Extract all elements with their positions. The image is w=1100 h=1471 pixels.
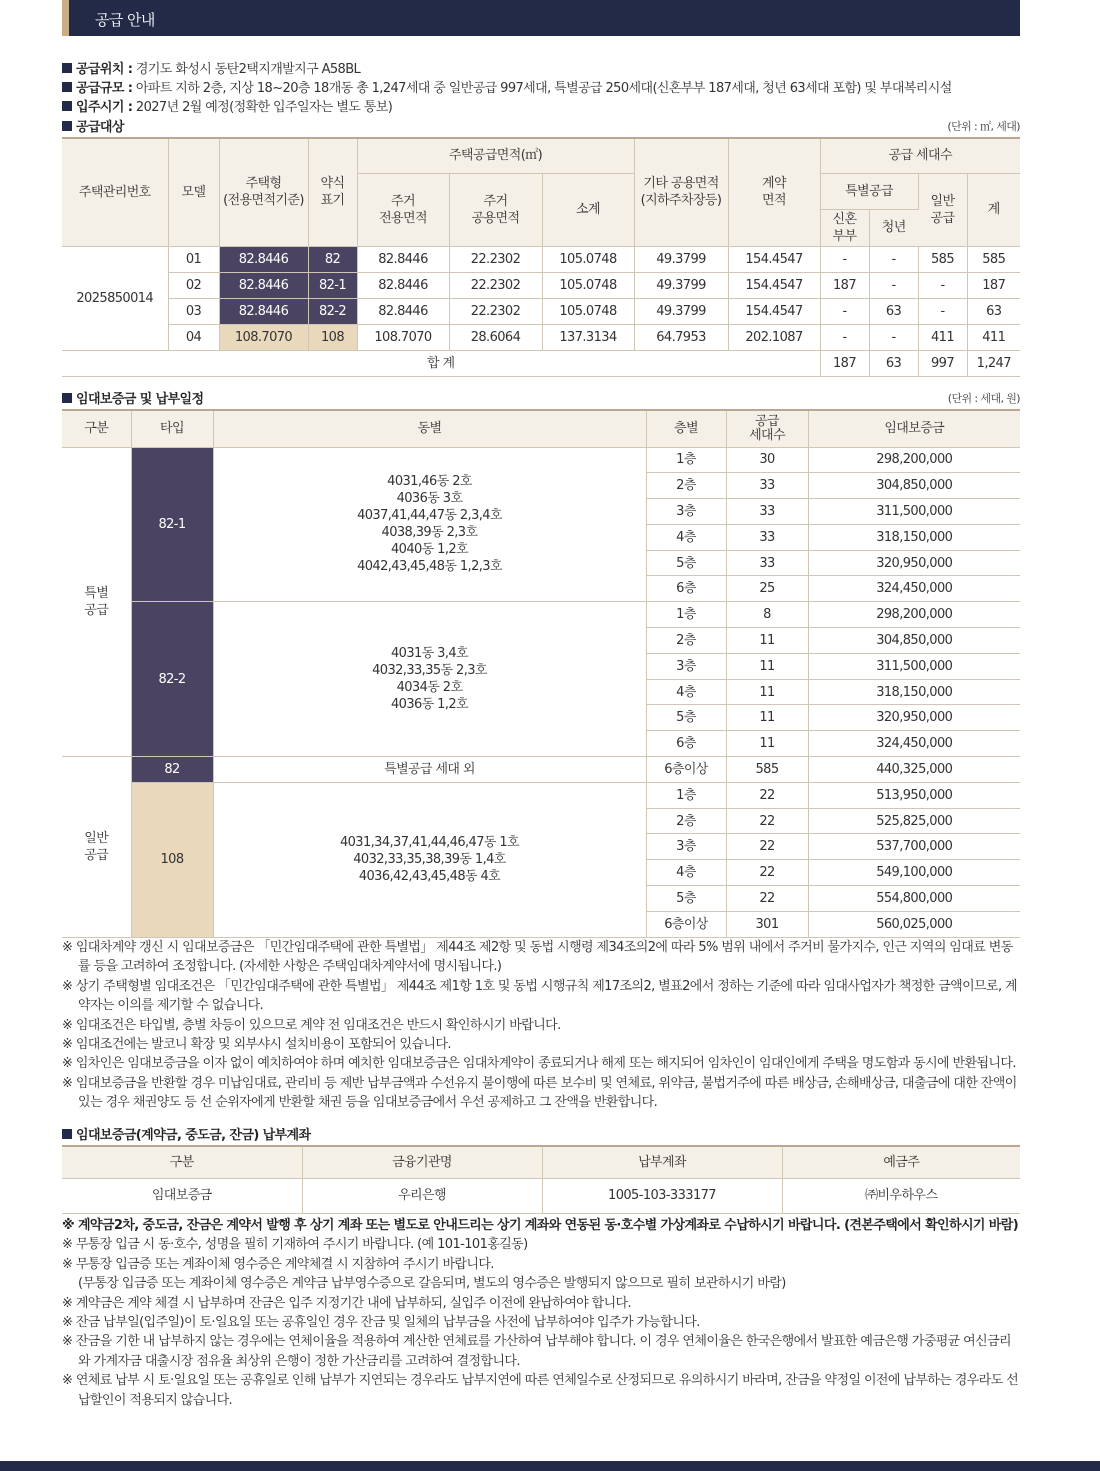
cell-abbr: 82-1 (308, 272, 357, 298)
cell-newlywed: - (820, 298, 869, 324)
cell-dong-82-2: 4031동 3,4호 4032,33,35동 2,3호 4034동 2호 4036동 1,2호 (213, 602, 646, 757)
note-item: ※ 상기 주택형별 임대조건은 「민간임대주택에 관한 특별법」 제44조 제1항 1호 및 동법 시행규칙 제17조의2, 별표2에서 정하는 기준에 따라 임대사업자가 책정한 금액이므로, 계약자는 이의를 제기할 수 없습니다. (62, 978, 1017, 1014)
cell-households: 22 (726, 860, 808, 886)
note-item: ※ 임차인은 임대보증금을 이자 없이 예치하여야 하며 예치한 임대보증금은 임대차계약이 종료되거나 해제 또는 해지되어 임차인이 임대인에게 주택을 명도함과 동시에 반환됩니다. (62, 1056, 1016, 1072)
cell-floor: 2층 (646, 808, 726, 834)
table-row (62, 272, 1020, 298)
cell-deposit: 298,200,000 (808, 602, 1020, 628)
cell-total: 411 (967, 324, 1020, 350)
bullet-square-icon (62, 1129, 72, 1139)
cell-abbr: 82 (308, 246, 357, 272)
th-households: 공급 세대수 (726, 410, 808, 447)
table-sum-row (62, 350, 1020, 376)
cell-dong-82-1: 4031,46동 2호 4036동 3호 4037,41,44,47동 2,3,4호 4038,39동 2,3호 4040동 1,2호 4042,43,45,48동 1,2,3호 (213, 447, 646, 602)
note-item: ※ 계약금은 계약 체결 시 납부하며 잔금은 입주 지정기간 내에 납부하되, 실입주 이전에 완납하여야 합니다. (62, 1295, 632, 1311)
cell-youth: 63 (869, 298, 918, 324)
cell-newlywed: - (820, 324, 869, 350)
cell-deposit: 324,450,000 (808, 731, 1020, 757)
cell-category-special: 특별 공급 (62, 447, 131, 757)
supply-section-title: 공급대상 (62, 116, 124, 135)
th-type: 주택형 (전용면적기준) (219, 138, 308, 246)
note-item: ※ 임대보증금을 반환할 경우 미납임대료, 관리비 등 제반 납부금액과 수선유지 불이행에 따른 보수비 및 연체료, 위약금, 불법거주에 따른 배상금, 손해배상금, 대출금에 대한 잔액이 있는 경우 채권양도 등 선 순위자에게 반환할 채권 등을 임대보증금에서 우선 공제하고 그 잔액을 반환합니다. (62, 1075, 1017, 1111)
th-total: 계 (967, 173, 1020, 246)
cell-households: 22 (726, 808, 808, 834)
th-mgmt-no: 주택관리번호 (62, 138, 168, 246)
cell-floor: 6층 (646, 731, 726, 757)
cell-other: 49.3799 (634, 246, 728, 272)
table-row (62, 782, 1020, 808)
cell-model: 03 (168, 298, 219, 324)
cell-type-108: 108 (131, 782, 213, 937)
cell-deposit: 298,200,000 (808, 447, 1020, 473)
cell-floor: 3층 (646, 499, 726, 525)
note-item: ※ 임대차계약 갱신 시 임대보증금은 「민간임대주택에 관한 특별법」 제44조 제2항 및 동법 시행령 제34조의2에 따라 5% 범위 내에서 주거비 물가지수, 인근 지역의 임대료 변동률 등을 고려하여 조정합니다. (자세한 사항은 주택임대차계약서에 명시됩니다.) (62, 940, 1013, 975)
account-section-title: 임대보증금(계약금, 중도금, 잔금) 납부계좌 (62, 1124, 310, 1143)
cell-account: 1005-103-333177 (542, 1178, 782, 1213)
cell-floor: 2층 (646, 628, 726, 654)
note-item: ※ 무통장 입금 시 동·호수, 성명을 필히 기재하여 주시기 바랍니다. (예 101-101홍길동) (62, 1237, 528, 1253)
cell-type: 108.7070 (219, 324, 308, 350)
th-account: 납부계좌 (542, 1146, 782, 1178)
cell-households: 11 (726, 679, 808, 705)
table-row (62, 447, 1020, 473)
cell-subtotal: 105.0748 (542, 298, 634, 324)
th-holder: 예금주 (782, 1146, 1020, 1178)
note-item: ※ 임대조건은 타입별, 층별 차등이 있으므로 계약 전 임대조건은 반드시 확인하시기 바랍니다. (62, 1017, 561, 1033)
cell-type: 82.8446 (219, 298, 308, 324)
cell-households: 33 (726, 550, 808, 576)
table-row (62, 246, 1020, 272)
cell-deposit: 560,025,000 (808, 911, 1020, 937)
cell-general: 585 (918, 246, 967, 272)
cell-floor: 3층 (646, 834, 726, 860)
rent-section-title: 임대보증금 및 납부일정 (62, 388, 203, 407)
note-item-continued: (무통장 입금증 또는 계좌이체 영수증은 계약금 납부영수증으로 갈음되며, 별도의 영수증은 발행되지 않으므로 필히 보관하시기 바람) (78, 1276, 786, 1292)
info-movein: 입주시기 : 2027년 2월 예정(정확한 입주일자는 별도 통보) (62, 96, 392, 115)
cell-contract: 154.4547 (728, 246, 820, 272)
cell-floor: 4층 (646, 679, 726, 705)
th-youth: 청년 (869, 209, 918, 246)
supply-unit: (단위 : ㎡, 세대) (947, 120, 1020, 133)
th-contract-area: 계약 면적 (728, 138, 820, 246)
cell-sum-label: 합 계 (62, 350, 820, 376)
payment-notes (62, 1216, 1022, 1410)
cell-households: 33 (726, 524, 808, 550)
header-accent (62, 0, 69, 36)
cell-type: 82.8446 (219, 272, 308, 298)
cell-other: 64.7953 (634, 324, 728, 350)
th-category: 구분 (62, 1146, 302, 1178)
cell-deposit: 320,950,000 (808, 705, 1020, 731)
footer-bar (0, 1461, 1100, 1471)
th-type: 타입 (131, 410, 213, 447)
th-floor: 층별 (646, 410, 726, 447)
table-row (62, 757, 1020, 783)
table-row (62, 1178, 1020, 1213)
cell-deposit: 324,450,000 (808, 576, 1020, 602)
note-item: ※ 무통장 입금증 또는 계좌이체 영수증은 계약체결 시 지참하여 주시기 바랍니다. (62, 1256, 494, 1272)
cell-total: 585 (967, 246, 1020, 272)
cell-deposit: 311,500,000 (808, 499, 1020, 525)
cell-type-82-1: 82-1 (131, 447, 213, 602)
cell-abbr: 108 (308, 324, 357, 350)
th-abbr: 약식 표기 (308, 138, 357, 246)
cell-holder: ㈜비우하우스 (782, 1178, 1020, 1213)
th-special: 특별공급 (820, 173, 918, 209)
th-excl-area: 주거 전용면적 (357, 173, 449, 246)
cell-households: 585 (726, 757, 808, 783)
info-scale: 공급규모 : 아파트 지하 2층, 지상 18~20층 18개동 총 1,247세대 중 일반공급 997세대, 특별공급 250세대(신혼부부 187세대, 청년 63세대 포함) 및 부대복리시설 (62, 77, 952, 96)
cell-excl: 108.7070 (357, 324, 449, 350)
cell-total: 63 (967, 298, 1020, 324)
cell-floor: 2층 (646, 473, 726, 499)
th-area-group: 주택공급면적(㎡) (357, 138, 634, 173)
cell-households: 22 (726, 886, 808, 912)
cell-general: - (918, 298, 967, 324)
cell-deposit: 525,825,000 (808, 808, 1020, 834)
cell-floor: 5층 (646, 550, 726, 576)
cell-floor: 6층 (646, 576, 726, 602)
th-general: 일반 공급 (918, 173, 967, 246)
rent-notes (62, 938, 1022, 1113)
bullet-square-icon (62, 63, 72, 73)
cell-households: 25 (726, 576, 808, 602)
bullet-square-icon (62, 393, 72, 403)
table-row (62, 324, 1020, 350)
header-bar (62, 0, 1020, 36)
cell-excl: 82.8446 (357, 298, 449, 324)
note-item: ※ 잔금을 기한 내 납부하지 않는 경우에는 연체이율을 적용하여 계산한 연체료를 가산하여 납부해야 합니다. 이 경우 연체이율은 한국은행에서 발표한 예금은행 가중평균 여신금리와 가계자금 대출시장 점유율 최상위 은행이 정한 가산금리를 고려하여 결정합니다. (62, 1334, 1011, 1369)
cell-deposit: 311,500,000 (808, 653, 1020, 679)
cell-deposit: 440,325,000 (808, 757, 1020, 783)
cell-type: 82.8446 (219, 246, 308, 272)
cell-other: 49.3799 (634, 272, 728, 298)
note-item-bold: ※ 계약금2차, 중도금, 잔금은 계약서 발행 후 상기 계좌 또는 별도로 안내드리는 상기 계좌와 연동된 동·호수별 가상계좌로 수납하시기 바랍니다. (견본주택에서 확인하시기 바람) (62, 1218, 1019, 1233)
cell-sum-youth: 63 (869, 350, 918, 376)
cell-households: 33 (726, 473, 808, 499)
cell-model: 04 (168, 324, 219, 350)
table-row (62, 602, 1020, 628)
cell-mgmt-no: 2025850014 (62, 246, 168, 350)
cell-households: 11 (726, 628, 808, 654)
cell-deposit: 318,150,000 (808, 524, 1020, 550)
cell-common: 28.6064 (449, 324, 542, 350)
cell-contract: 154.4547 (728, 272, 820, 298)
supply-table (62, 137, 1020, 377)
cell-model: 02 (168, 272, 219, 298)
cell-abbr: 82-2 (308, 298, 357, 324)
cell-sum-total: 1,247 (967, 350, 1020, 376)
cell-youth: - (869, 272, 918, 298)
cell-floor: 1층 (646, 782, 726, 808)
cell-floor: 1층 (646, 602, 726, 628)
cell-deposit: 537,700,000 (808, 834, 1020, 860)
cell-deposit: 304,850,000 (808, 473, 1020, 499)
cell-floor: 5층 (646, 886, 726, 912)
th-households: 공급 세대수 (820, 138, 1020, 173)
cell-bank: 우리은행 (302, 1178, 542, 1213)
cell-subtotal: 137.3134 (542, 324, 634, 350)
cell-floor: 3층 (646, 653, 726, 679)
cell-contract: 154.4547 (728, 298, 820, 324)
th-other-area: 기타 공용면적 (지하주차장등) (634, 138, 728, 246)
rent-unit: (단위 : 세대, 원) (947, 392, 1020, 405)
th-subtotal: 소계 (542, 173, 634, 246)
cell-households: 11 (726, 705, 808, 731)
cell-type-82-2: 82-2 (131, 602, 213, 757)
cell-common: 22.2302 (449, 246, 542, 272)
cell-sum-newlywed: 187 (820, 350, 869, 376)
cell-households: 33 (726, 499, 808, 525)
cell-other: 49.3799 (634, 298, 728, 324)
cell-deposit: 320,950,000 (808, 550, 1020, 576)
cell-newlywed: 187 (820, 272, 869, 298)
info-location: 공급위치 : 경기도 화성시 동탄2택지개발지구 A58BL (62, 58, 360, 77)
cell-deposit: 549,100,000 (808, 860, 1020, 886)
account-table (62, 1145, 1020, 1214)
cell-excl: 82.8446 (357, 272, 449, 298)
th-deposit: 임대보증금 (808, 410, 1020, 447)
cell-youth: - (869, 324, 918, 350)
th-newlywed: 신혼 부부 (820, 209, 869, 246)
th-dong: 동별 (213, 410, 646, 447)
note-item: ※ 연체료 납부 시 토·일요일 또는 공휴일로 인해 납부가 지연되는 경우라도 납부지연에 따른 연체일수로 산정되므로 유의하시기 바라며, 잔금을 약정일 이전에 납부하는 경우라도 선납할인이 적용되지 않습니다. (62, 1373, 1019, 1408)
cell-type-82: 82 (131, 757, 213, 783)
th-category: 구분 (62, 410, 131, 447)
cell-youth: - (869, 246, 918, 272)
bullet-square-icon (62, 101, 72, 111)
cell-category: 임대보증금 (62, 1178, 302, 1213)
cell-subtotal: 105.0748 (542, 272, 634, 298)
cell-dong-82: 특별공급 세대 외 (213, 757, 646, 783)
cell-households: 11 (726, 653, 808, 679)
cell-floor: 1층 (646, 447, 726, 473)
bullet-square-icon (62, 82, 72, 92)
cell-floor: 6층이상 (646, 911, 726, 937)
cell-contract: 202.1087 (728, 324, 820, 350)
table-row (62, 298, 1020, 324)
cell-general: - (918, 272, 967, 298)
cell-floor: 4층 (646, 524, 726, 550)
cell-sum-general: 997 (918, 350, 967, 376)
cell-households: 22 (726, 782, 808, 808)
cell-common: 22.2302 (449, 298, 542, 324)
cell-total: 187 (967, 272, 1020, 298)
cell-deposit: 318,150,000 (808, 679, 1020, 705)
cell-model: 01 (168, 246, 219, 272)
cell-newlywed: - (820, 246, 869, 272)
cell-dong-108: 4031,34,37,41,44,46,47동 1호 4032,33,35,38,39동 1,4호 4036,42,43,45,48동 4호 (213, 782, 646, 937)
cell-households: 22 (726, 834, 808, 860)
cell-deposit: 554,800,000 (808, 886, 1020, 912)
cell-deposit: 304,850,000 (808, 628, 1020, 654)
bullet-square-icon (62, 121, 72, 131)
page-title: 공급 안내 (95, 11, 155, 29)
cell-households: 8 (726, 602, 808, 628)
cell-common: 22.2302 (449, 272, 542, 298)
cell-households: 301 (726, 911, 808, 937)
cell-subtotal: 105.0748 (542, 246, 634, 272)
note-item: ※ 잔금 납부일(입주일)이 토·일요일 또는 공휴일인 경우 잔금 및 일체의 납부금을 사전에 납부하여야 입주가 가능합니다. (62, 1315, 700, 1331)
cell-floor: 5층 (646, 705, 726, 731)
rent-table (62, 409, 1020, 938)
cell-floor: 6층이상 (646, 757, 726, 783)
th-model: 모델 (168, 138, 219, 246)
cell-floor: 4층 (646, 860, 726, 886)
cell-deposit: 513,950,000 (808, 782, 1020, 808)
th-bank: 금융기관명 (302, 1146, 542, 1178)
cell-households: 30 (726, 447, 808, 473)
cell-category-general: 일반 공급 (62, 757, 131, 938)
cell-excl: 82.8446 (357, 246, 449, 272)
th-common-area: 주거 공용면적 (449, 173, 542, 246)
cell-general: 411 (918, 324, 967, 350)
note-item: ※ 임대조건에는 발코니 확장 및 외부샤시 설치비용이 포함되어 있습니다. (62, 1037, 451, 1053)
cell-households: 11 (726, 731, 808, 757)
